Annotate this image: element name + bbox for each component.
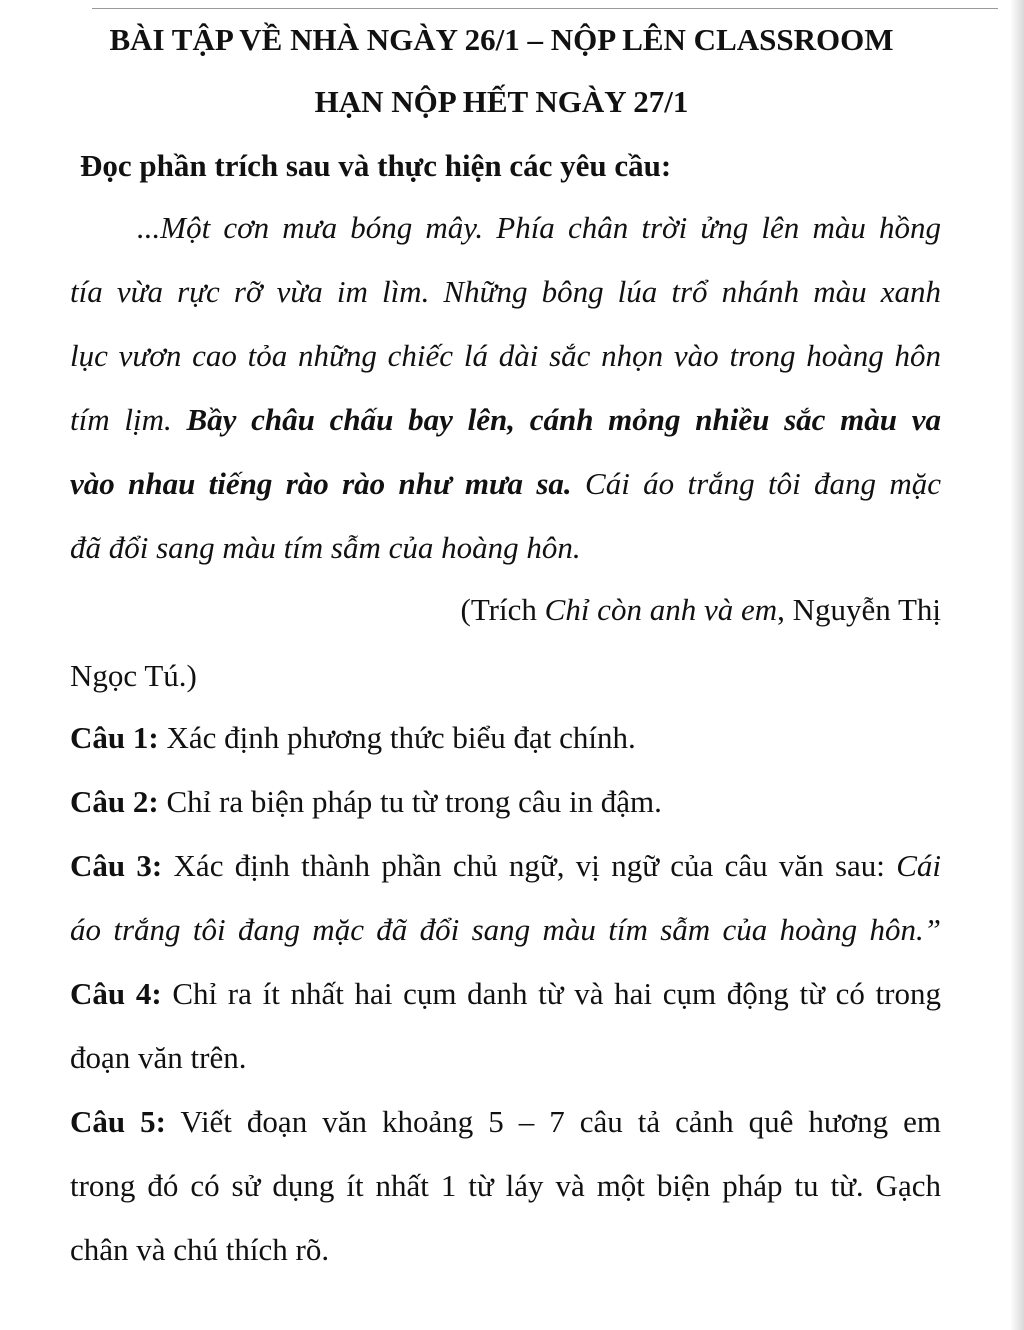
passage-line-5-bold: vào nhau tiếng rào rào như mưa sa. <box>70 466 572 501</box>
passage-line-3: lục vươn cao tỏa những chiếc lá dài sắc nhọn vào trong hoàng hôn <box>70 338 941 373</box>
question-3-label: Câu 3: <box>70 848 163 883</box>
passage-line-6: đã đổi sang màu tím sẫm của hoàng hôn. <box>70 530 581 565</box>
question-4-text: Chỉ ra ít nhất hai cụm danh từ và hai cụm động từ có trong <box>161 976 941 1011</box>
passage-line-4 <box>70 400 941 440</box>
passage-line-4-bold: Bầy châu chấu bay lên, cánh mỏng nhiều sắc màu va <box>186 402 942 437</box>
page-edge-shadow <box>1010 0 1024 1330</box>
citation-work-title: Chỉ còn anh và em <box>544 592 778 627</box>
citation-line-2: Ngọc Tú.) <box>70 658 197 693</box>
instruction: Đọc phần trích sau và thực hiện các yêu cầu: <box>80 148 672 183</box>
question-1 <box>70 718 941 758</box>
question-4 <box>70 974 941 1014</box>
question-1-label: Câu 1: <box>70 720 159 755</box>
question-4-line-2: đoạn văn trên. <box>70 1040 247 1075</box>
question-5 <box>70 1102 941 1142</box>
passage-line-5 <box>70 464 941 504</box>
question-3 <box>70 846 941 886</box>
passage-line-5-italic: Cái áo trắng tôi đang mặc <box>585 466 941 501</box>
title-line-1: BÀI TẬP VỀ NHÀ NGÀY 26/1 – NỘP LÊN CLASSROOM <box>109 22 894 57</box>
citation-prefix: (Trích <box>460 592 545 627</box>
question-4-label: Câu 4: <box>70 976 162 1011</box>
question-2-text: Chỉ ra biện pháp tu từ trong câu in đậm. <box>158 784 662 819</box>
citation-line-1 <box>390 590 941 630</box>
top-divider <box>92 8 998 9</box>
question-5-text: Viết đoạn văn khoảng 5 – 7 câu tả cảnh quê hương em <box>165 1104 942 1139</box>
question-1-text: Xác định phương thức biểu đạt chính. <box>158 720 636 755</box>
question-3-text: Xác định thành phần chủ ngữ, vị ngữ của câu văn sau: <box>162 848 897 883</box>
passage-line-2: tía vừa rực rỡ vừa im lìm. Những bông lúa trổ nhánh màu xanh <box>70 274 941 309</box>
question-5-line-2: trong đó có sử dụng ít nhất 1 từ láy và một biện pháp tu từ. Gạch <box>70 1168 941 1203</box>
question-2-label: Câu 2: <box>70 784 159 819</box>
question-5-line-3: chân và chú thích rõ. <box>70 1232 330 1267</box>
question-2 <box>70 782 941 822</box>
question-3-line-2: áo trắng tôi đang mặc đã đổi sang màu tím sẫm của hoàng hôn.” <box>70 912 941 947</box>
passage-line-1: ...Một cơn mưa bóng mây. Phía chân trời ửng lên màu hồng <box>137 210 941 245</box>
citation-author-part1: , Nguyễn Thị <box>777 592 941 627</box>
question-5-label: Câu 5: <box>70 1104 166 1139</box>
title-line-2: HẠN NỘP HẾT NGÀY 27/1 <box>314 84 689 119</box>
question-3-italic-1: Cái <box>896 848 941 883</box>
passage-line-4-italic: tím lịm. <box>70 402 172 437</box>
